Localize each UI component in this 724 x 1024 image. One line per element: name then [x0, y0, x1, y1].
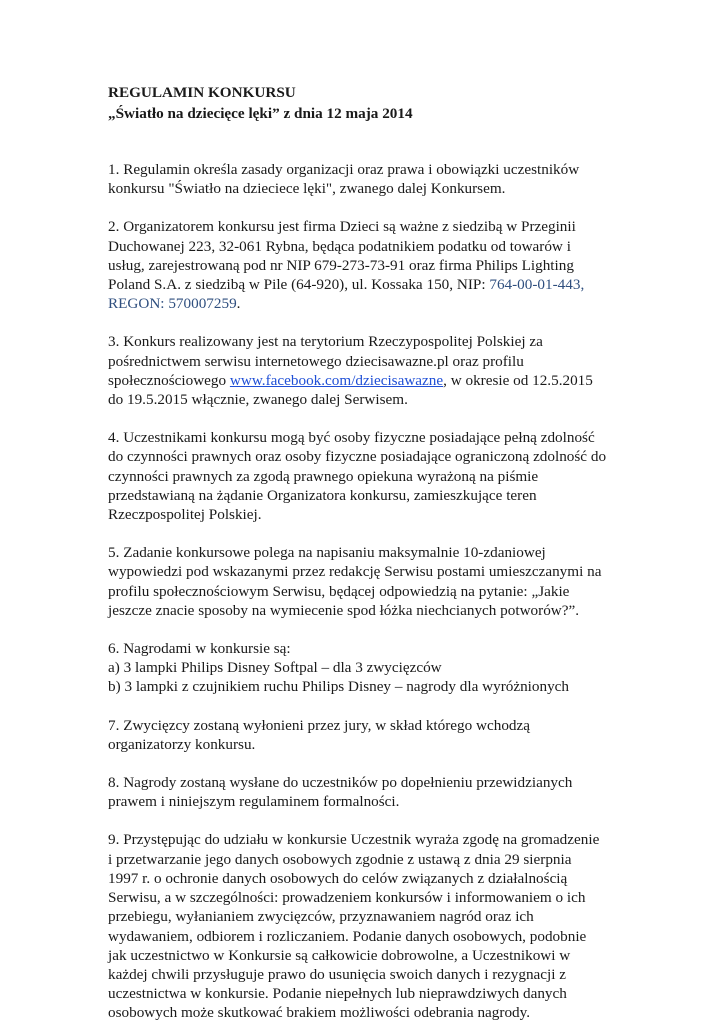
document-body	[108, 160, 624, 1023]
paragraph-5-text: 5. Zadanie konkursowe polega na napisaniu maksymalnie 10-zdaniowej wypowiedzi pod wskazanymi przez redakcję Serwisu postami umieszczanymi na profilu społecznościowym Serwisu, będącej odpowiedzią na pytanie:	[108, 544, 602, 600]
paragraph-5	[108, 543, 624, 620]
paragraph-2-end: .	[236, 295, 241, 313]
paragraph-8: 8. Nagrody zostaną wysłane do uczestników po dopełnieniu przewidzianych prawem i niniejszym regulaminem formalności.	[108, 774, 573, 811]
paragraph-1: 1. Regulamin określa zasady organizacji oraz prawa i obowiązki uczestników konkursu "Światło na dzieciece lęki", zwanego dalej Konkursem.	[108, 161, 580, 198]
paragraph-6: 6. Nagrodami w konkursie są: a) 3 lampki Philips Disney Softpal – dla 3 zwycięzców b) 3 lampki z czujnikiem ruchu Philips Disney – nagrody dla wyróżnionych	[108, 640, 570, 696]
document-subtitle: „Światło na dziecięce lęki” z dnia 12 maja 2014	[108, 105, 413, 122]
paragraph-2-text: 2. Organizatorem konkursu jest firma Dzieci są ważne z siedzibą w Przeginii Duchowanej 223, 32-061 Rybna, będąca podatnikiem podatku od towarów i usług, zarejestrowaną pod nr NIP 679-273-73-91 oraz firma Philips Lighting Poland S.A. z siedzibą w Pile (64-920), ul. Kossaka 150, NIP:	[108, 218, 576, 294]
paragraph-9: 9. Przystępując do udziału w konkursie Uczestnik wyraża zgodę na gromadzenie i przetwarzanie jego danych osobowych zgodnie z ustawą z dnia 29 sierpnia 1997 r. o ochronie danych osobowych do celów związanych z działalnością Serwisu, a w szczególności: prowadzeniem konkursów i informowaniem o ich przebiegu, wyłanianiem zwycięzców, przyznawaniem nagród oraz ich wydawaniem, odbiorem i rozliczaniem. Podanie danych osobowych, podobnie jak uczestnictwo w Konkursie są całkowicie dobrowolne, a Uczestnikowi w każdej chwili przysługuje prawo do usunięcia swoich danych i rezygnacji z uczestnictwa w konkursie. Podanie niepełnych lub nieprawdziwych danych osobowych może skutkować brakiem możliwości odebrania nagrody.	[108, 831, 600, 1022]
contest-question: „Jakie jeszcze znacie sposoby na wymiecenie spod łóżka niechcianych potworów?”	[108, 582, 576, 619]
facebook-link[interactable]: www.facebook.com/dziecisawazne	[229, 371, 444, 389]
paragraph-4: 4. Uczestnikami konkursu mogą być osoby fizyczne posiadające pełną zdolność do czynności prawnych oraz osoby fizyczne posiadające ograniczoną zdolność do czynności prawnych za zgodą prawnego opiekuna wyrażoną na piśmie przedstawianą na żądanie Organizatora konkursu, zamieszkujące teren Rzeczpospolitej Polskiej.	[108, 429, 607, 524]
paragraph-5-end: .	[575, 601, 580, 619]
paragraph-3	[108, 332, 624, 409]
nip-regon-text: 764-00-01-443, REGON: 570007259	[108, 276, 585, 313]
paragraph-7: 7. Zwycięzcy zostaną wyłonieni przez jury, w skład którego wchodzą organizatorzy konkursu.	[108, 716, 531, 753]
paragraph-2	[108, 217, 624, 313]
document-title: REGULAMIN KONKURSU	[108, 84, 296, 101]
paragraph-3-end: , w okresie od 12.5.2015 do 19.5.2015 włącznie, zwanego dalej Serwisem.	[108, 371, 593, 409]
paragraph-3-text: 3. Konkurs realizowany jest na terytorium Rzeczypospolitej Polskiej za pośrednictwem serwisu internetowego dziecisawazne.pl oraz profilu społecznościowego	[108, 333, 543, 389]
